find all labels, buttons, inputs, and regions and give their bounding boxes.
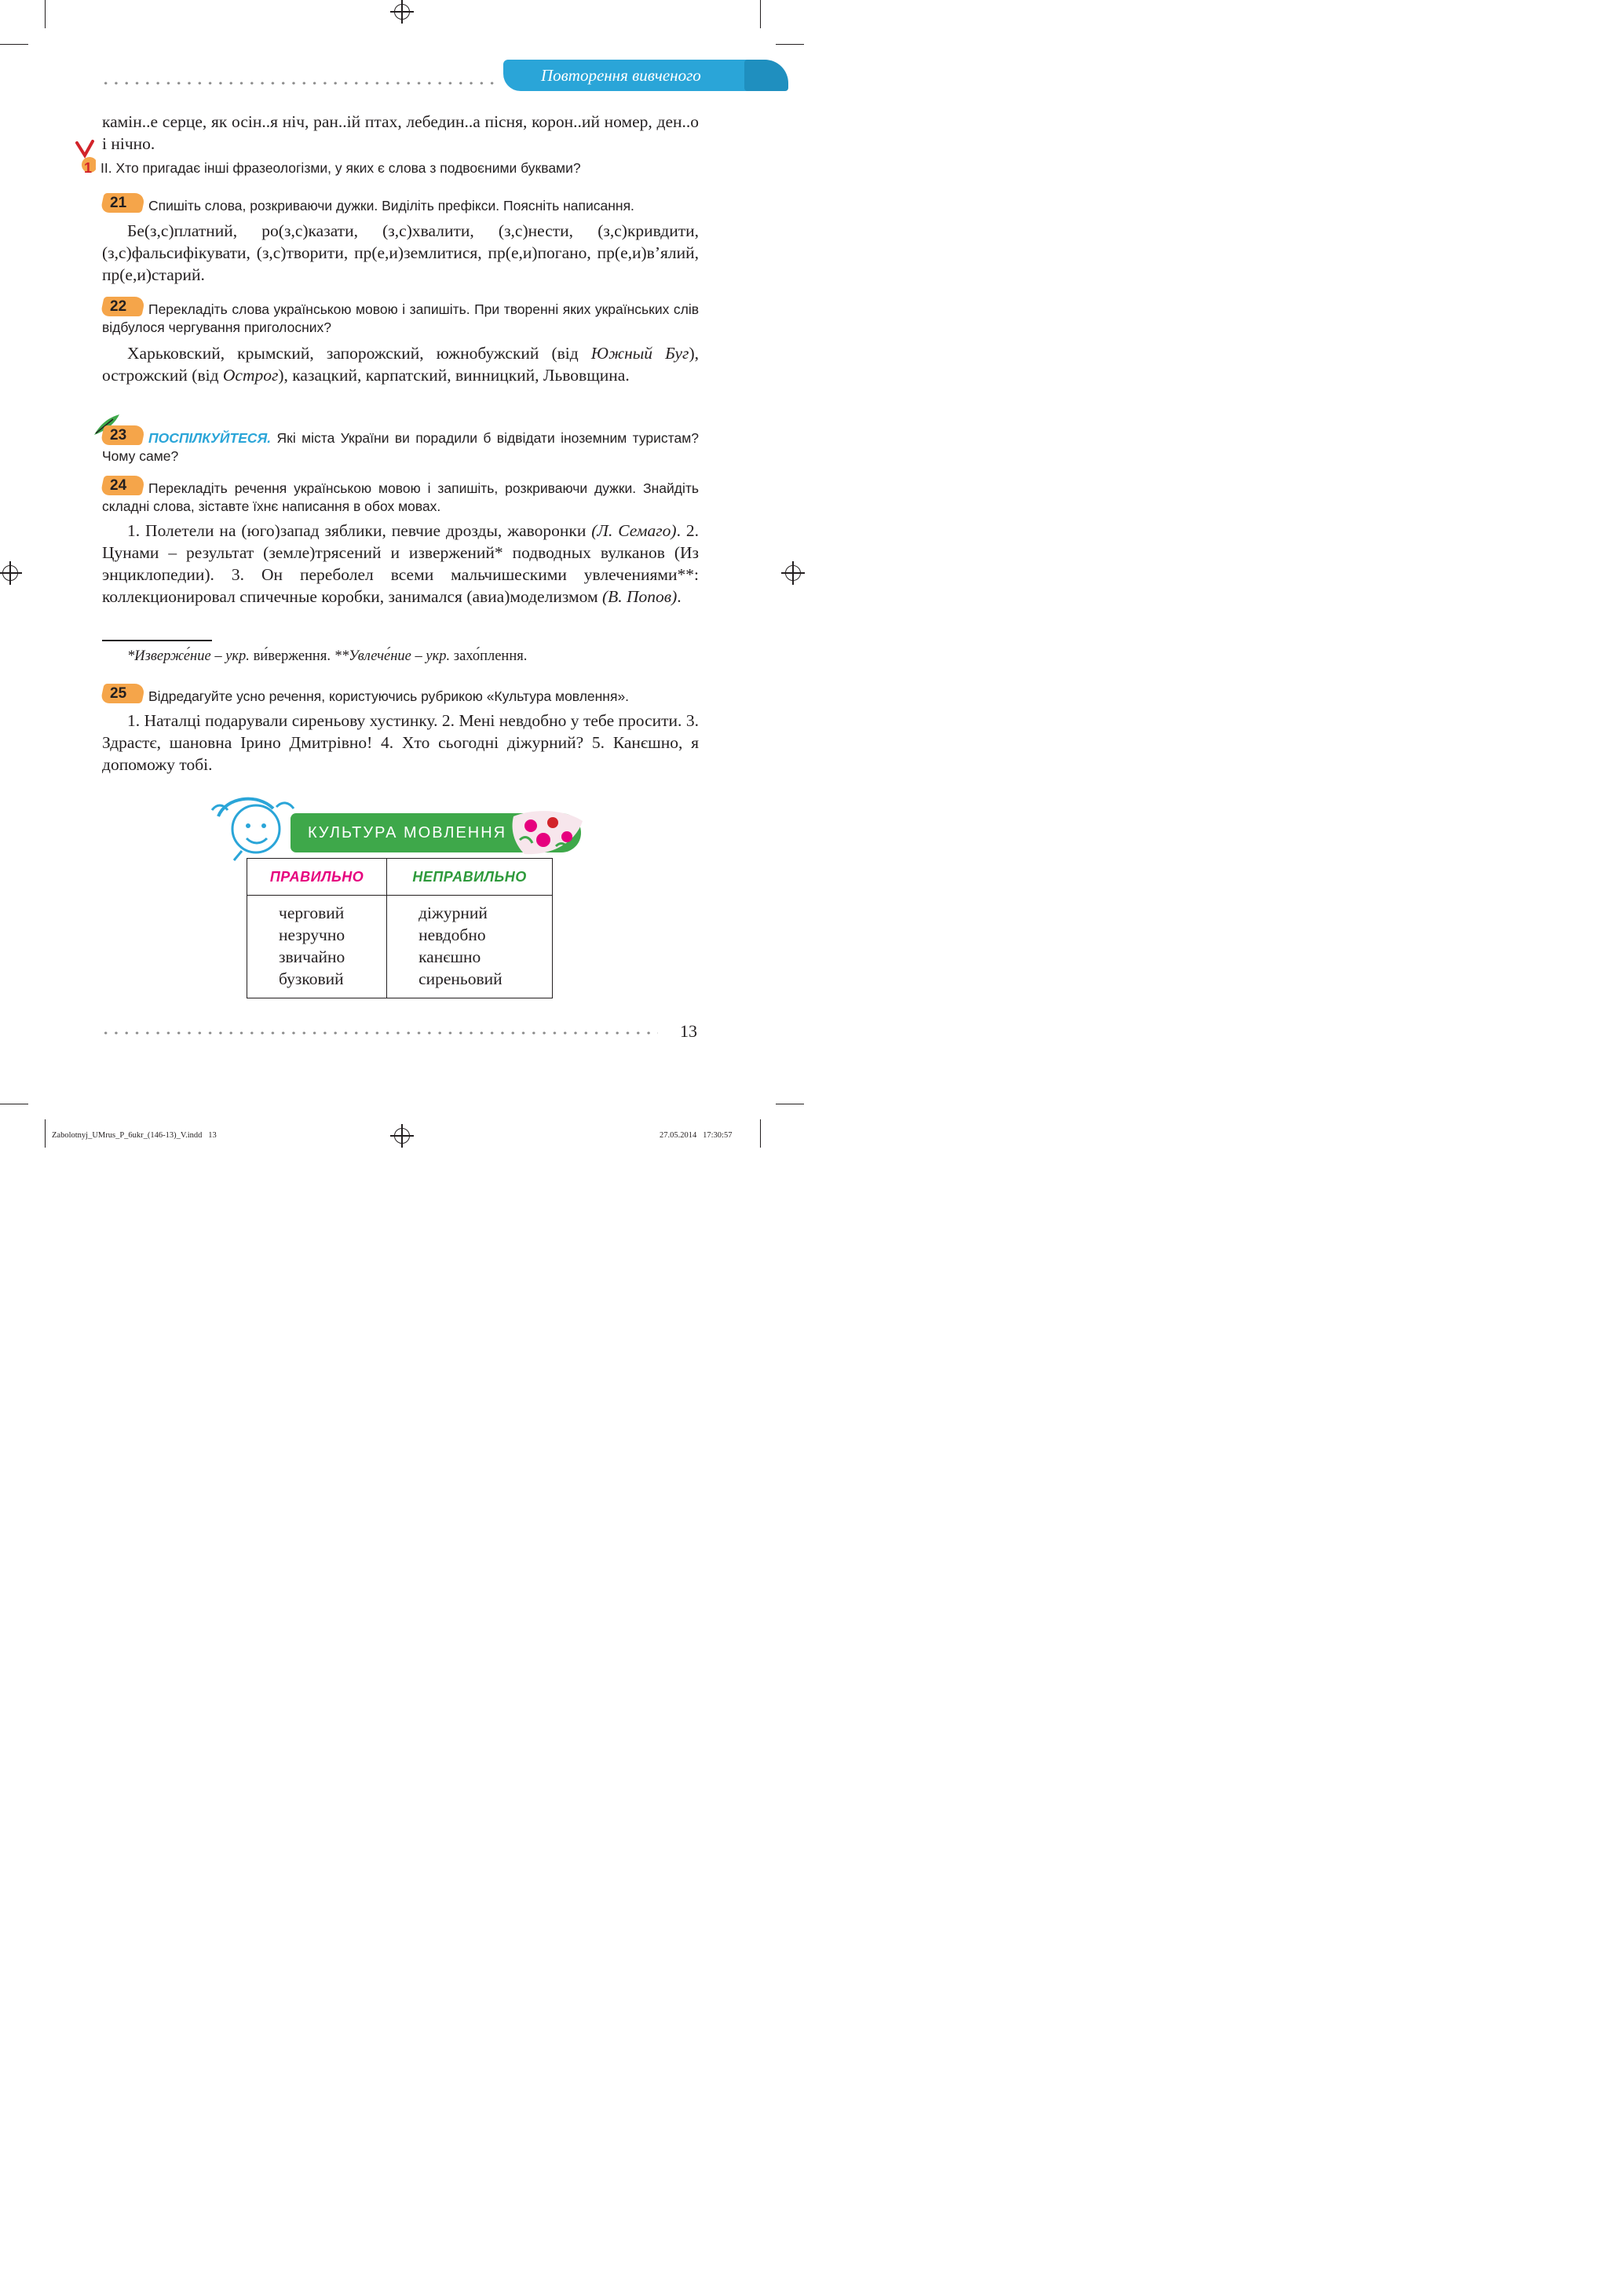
crop-mark	[45, 1119, 46, 1148]
section-header-tab-end	[744, 60, 788, 91]
task-number-badge: 23	[102, 425, 144, 445]
correct-column-header: ПРАВИЛЬНО	[247, 859, 387, 896]
crop-mark	[760, 0, 761, 28]
footnote-rule	[102, 640, 212, 641]
task-number-badge: 24	[102, 476, 144, 495]
task-23-text: 23 ПОСПІЛКУЙТЕСЯ. Які міста України ви порадили б відвідати іноземним туристам? Чому саме?	[102, 425, 699, 465]
communicate-label: ПОСПІЛКУЙТЕСЯ.	[148, 430, 272, 446]
list-item: канєшно	[418, 947, 481, 966]
crop-mark	[776, 44, 804, 45]
list-item: бузковий	[279, 969, 344, 988]
task-25-sentences: 1. Наталці подарували сиреньову хустинку. 2. Мені невдобно у тебе просити. 3. Здрастє, шановна Ірино Дмитрівно! 4. Хто сьогодні діжурний? 5. Канєшно, я допоможу тобі.	[102, 711, 699, 774]
task-25-instruction: 25 Відредагуйте усно речення, користуючись рубрикою «Культура мовлення».	[102, 684, 699, 706]
crop-mark	[760, 1119, 761, 1148]
list-item: сиреньовий	[418, 969, 502, 988]
flower-ornament-icon	[509, 809, 583, 857]
registration-mark-icon	[394, 1128, 410, 1144]
footer-dotted-rule	[100, 1031, 658, 1035]
task-mark-number: 1	[84, 160, 93, 176]
continuation-text: камін..е серце, як осін..я ніч, ран..ій птах, лебедин..а пісня, корон..ий номер, ден..о і нічно.	[102, 112, 699, 153]
task-22-words: Харьковский, крымский, запорожский, южнобужский (від Южный Буг), острожский (від Острог), казацкий, карпатский, винницкий, Львовщина.	[102, 344, 699, 385]
task-21-words: Бе(з,с)платний, ро(з,с)казати, (з,с)хвалити, (з,с)нести, (з,с)кривдити, (з,с)фальсифікувати, (з,с)творити, пр(е,и)землитися, пр(е,и)погано, пр(е,и)в’ялий, пр(е,и)старий.	[102, 221, 699, 284]
task-24-sentences: 1. Полетели на (юго)запад зяблики, певчие дрозды, жаворонки (Л. Семаго). 2. Цунами – результат (земле)трясений и извержений* подводных вулканов (Из энциклопедии). 3. Он переболел всеми мальчишескими увлечениями**: коллекционировал спичечные коробки, занимался (авиа)моделизмом (В. Попов).	[102, 521, 699, 606]
incorrect-column	[387, 896, 553, 998]
child-face-icon	[210, 793, 297, 863]
culture-of-speech-title: КУЛЬТУРА МОВЛЕННЯ	[291, 813, 581, 852]
list-item: звичайно	[279, 947, 345, 966]
list-item: діжурний	[418, 903, 488, 922]
task-24-instruction: 24 Перекладіть речення українською мовою і запишіть, розкриваючи дужки. Знайдіть складні слова, зіставте їхнє написання в обох мовах.	[102, 476, 699, 515]
culture-table	[247, 858, 553, 998]
list-item: незручно	[279, 925, 345, 944]
task-22-instruction: 22 Перекладіть слова українською мовою і запишіть. При творенні яких українських слів відбулося чергування приголосних?	[102, 297, 699, 336]
task-number-badge: 21	[102, 193, 144, 213]
correct-column	[247, 896, 387, 998]
registration-mark-icon	[785, 565, 801, 581]
task-number-badge: 25	[102, 684, 144, 703]
crop-mark	[45, 0, 46, 28]
list-item: черговий	[279, 903, 345, 922]
page-number: 13	[680, 1021, 697, 1041]
print-slug-file: Zabolotnyj_UMrus_P_6ukr_(146-13)_V.indd 13	[52, 1131, 217, 1140]
footnotes: *Изверже́ние – укр. ви́верження. **Увлече́ние – укр. захо́плення.	[127, 648, 528, 664]
header-dotted-rule	[100, 82, 498, 85]
incorrect-column-header: НЕПРАВИЛЬНО	[387, 859, 553, 896]
registration-mark-icon	[2, 565, 18, 581]
task-21-instruction: 21 Спишіть слова, розкриваючи дужки. Виділіть префікси. Поясніть написання.	[102, 193, 699, 215]
flower-ornament-icon	[509, 809, 583, 857]
registration-mark-icon	[394, 4, 410, 20]
crop-mark	[0, 44, 28, 45]
task-number-badge: 22	[102, 297, 144, 316]
section-title: Повторення вивченого	[541, 66, 701, 85]
list-item: невдобно	[418, 925, 486, 944]
task-20-part2-text: ІІ. Хто пригадає інші фразеологізми, у яких є слова з подвоєними буквами?	[100, 160, 581, 176]
child-face-icon	[210, 793, 297, 863]
print-slug-date: 27.05.2014 17:30:57	[660, 1131, 733, 1140]
